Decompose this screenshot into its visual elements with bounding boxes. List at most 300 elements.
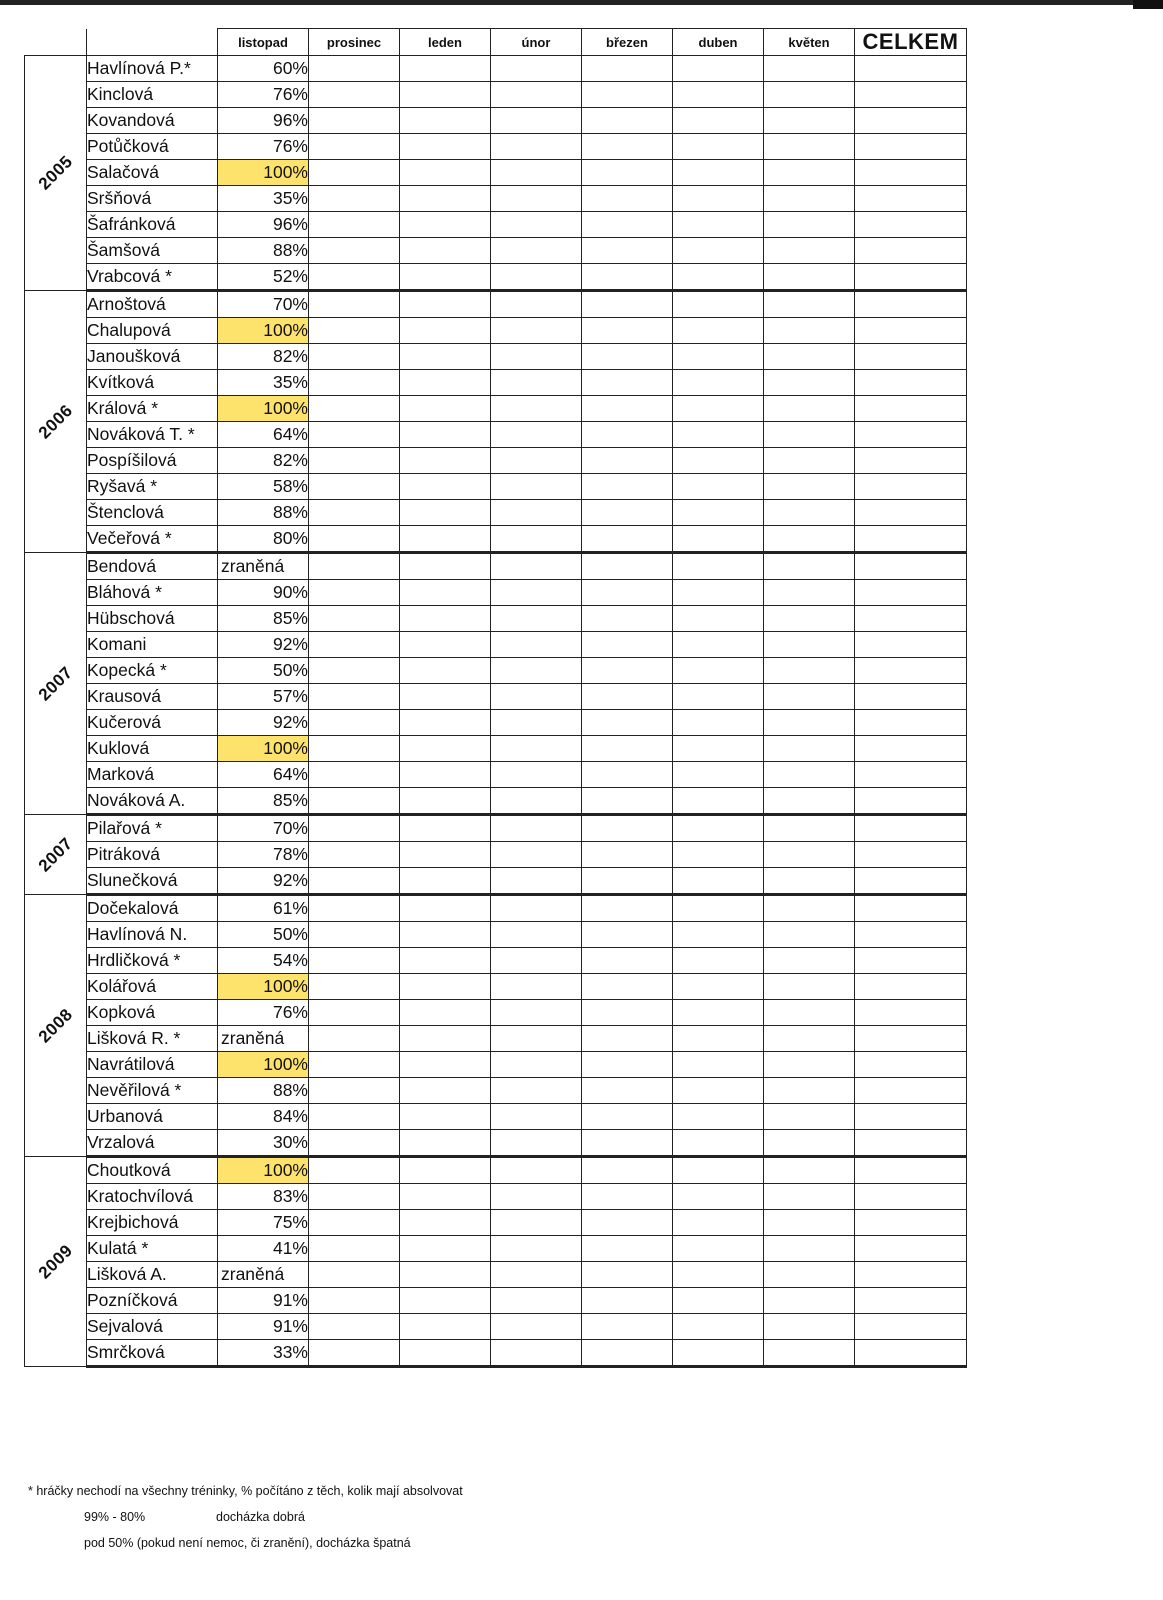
empty-month-cell xyxy=(764,134,855,160)
player-name: Nevěřilová * xyxy=(87,1078,218,1104)
empty-month-cell xyxy=(764,842,855,868)
empty-month-cell xyxy=(309,448,400,474)
player-name: Janoušková xyxy=(87,344,218,370)
total-cell xyxy=(855,895,967,922)
empty-month-cell xyxy=(491,553,582,580)
empty-month-cell xyxy=(582,291,673,318)
footnote-asterisk: * hráčky nechodí na všechny tréninky, % počítáno z těch, kolik mají absolvovat xyxy=(28,1484,463,1498)
player-name: Marková xyxy=(87,762,218,788)
attendance-listopad: 100% xyxy=(218,160,309,186)
empty-month-cell xyxy=(764,396,855,422)
table-row xyxy=(25,186,967,212)
empty-month-cell xyxy=(491,1184,582,1210)
empty-month-cell xyxy=(582,238,673,264)
empty-month-cell xyxy=(582,1052,673,1078)
empty-month-cell xyxy=(673,1078,764,1104)
attendance-listopad: 58% xyxy=(218,474,309,500)
empty-month-cell xyxy=(491,1078,582,1104)
attendance-listopad: 90% xyxy=(218,580,309,606)
player-name: Kopková xyxy=(87,1000,218,1026)
player-name: Pospíšilová xyxy=(87,448,218,474)
empty-month-cell xyxy=(400,1157,491,1184)
empty-month-cell xyxy=(491,1210,582,1236)
empty-month-cell xyxy=(582,1157,673,1184)
empty-month-cell xyxy=(764,1210,855,1236)
footnote-good-range: 99% - 80% xyxy=(84,1510,146,1524)
header-row xyxy=(25,29,967,56)
total-cell xyxy=(855,1210,967,1236)
total-cell xyxy=(855,1236,967,1262)
empty-month-cell xyxy=(764,186,855,212)
empty-month-cell xyxy=(309,134,400,160)
table-row xyxy=(25,134,967,160)
attendance-listopad: 75% xyxy=(218,1210,309,1236)
table-row xyxy=(25,238,967,264)
empty-month-cell xyxy=(491,842,582,868)
empty-month-cell xyxy=(673,474,764,500)
empty-month-cell xyxy=(491,1340,582,1367)
player-name: Večeřová * xyxy=(87,526,218,553)
player-name: Navrátilová xyxy=(87,1052,218,1078)
player-name: Šamšová xyxy=(87,238,218,264)
empty-month-cell xyxy=(309,580,400,606)
empty-month-cell xyxy=(309,56,400,82)
attendance-listopad: 52% xyxy=(218,264,309,291)
attendance-listopad: 100% xyxy=(218,396,309,422)
header-blank-name xyxy=(87,29,218,56)
player-name: Havlínová N. xyxy=(87,922,218,948)
empty-month-cell xyxy=(400,815,491,842)
empty-month-cell xyxy=(582,186,673,212)
empty-month-cell xyxy=(582,1026,673,1052)
table-row xyxy=(25,526,967,553)
empty-month-cell xyxy=(673,1210,764,1236)
player-name: Potůčková xyxy=(87,134,218,160)
empty-month-cell xyxy=(582,264,673,291)
empty-month-cell xyxy=(582,606,673,632)
empty-month-cell xyxy=(400,895,491,922)
table-row xyxy=(25,264,967,291)
empty-month-cell xyxy=(400,868,491,895)
empty-month-cell xyxy=(673,762,764,788)
empty-month-cell xyxy=(582,842,673,868)
empty-month-cell xyxy=(400,1340,491,1367)
empty-month-cell xyxy=(400,264,491,291)
empty-month-cell xyxy=(764,948,855,974)
year-label: 2007 xyxy=(34,833,76,875)
table-row xyxy=(25,684,967,710)
empty-month-cell xyxy=(582,788,673,815)
empty-month-cell xyxy=(491,974,582,1000)
empty-month-cell xyxy=(764,1000,855,1026)
empty-month-cell xyxy=(582,684,673,710)
empty-month-cell xyxy=(582,474,673,500)
empty-month-cell xyxy=(400,474,491,500)
empty-month-cell xyxy=(673,370,764,396)
empty-month-cell xyxy=(764,553,855,580)
header-blank-year xyxy=(25,29,87,56)
total-cell xyxy=(855,370,967,396)
empty-month-cell xyxy=(400,1210,491,1236)
empty-month-cell xyxy=(673,448,764,474)
empty-month-cell xyxy=(491,448,582,474)
attendance-listopad: 100% xyxy=(218,1157,309,1184)
empty-month-cell xyxy=(764,82,855,108)
table-row xyxy=(25,736,967,762)
player-name: Králová * xyxy=(87,396,218,422)
empty-month-cell xyxy=(491,526,582,553)
empty-month-cell xyxy=(673,108,764,134)
empty-month-cell xyxy=(400,396,491,422)
empty-month-cell xyxy=(582,500,673,526)
empty-month-cell xyxy=(673,291,764,318)
player-name: Hübschová xyxy=(87,606,218,632)
year-group-label xyxy=(25,1157,87,1367)
attendance-listopad: 33% xyxy=(218,1340,309,1367)
empty-month-cell xyxy=(400,710,491,736)
attendance-listopad: 83% xyxy=(218,1184,309,1210)
empty-month-cell xyxy=(491,762,582,788)
empty-month-cell xyxy=(309,710,400,736)
total-cell xyxy=(855,1052,967,1078)
empty-month-cell xyxy=(764,868,855,895)
empty-month-cell xyxy=(309,1262,400,1288)
empty-month-cell xyxy=(400,1104,491,1130)
empty-month-cell xyxy=(673,895,764,922)
table-row xyxy=(25,868,967,895)
total-cell xyxy=(855,553,967,580)
player-name: Smrčková xyxy=(87,1340,218,1367)
table-row xyxy=(25,606,967,632)
empty-month-cell xyxy=(582,922,673,948)
empty-month-cell xyxy=(491,606,582,632)
empty-month-cell xyxy=(309,974,400,1000)
year-label: 2006 xyxy=(34,400,76,442)
empty-month-cell xyxy=(400,1130,491,1157)
empty-month-cell xyxy=(582,1000,673,1026)
attendance-listopad: 50% xyxy=(218,658,309,684)
empty-month-cell xyxy=(400,82,491,108)
year-group-label xyxy=(25,815,87,895)
attendance-listopad: 88% xyxy=(218,238,309,264)
total-cell xyxy=(855,606,967,632)
table-row xyxy=(25,1052,967,1078)
empty-month-cell xyxy=(400,1314,491,1340)
table-row xyxy=(25,1000,967,1026)
empty-month-cell xyxy=(309,1130,400,1157)
empty-month-cell xyxy=(491,1157,582,1184)
empty-month-cell xyxy=(582,318,673,344)
table-row xyxy=(25,1340,967,1367)
empty-month-cell xyxy=(309,1210,400,1236)
player-name: Kovandová xyxy=(87,108,218,134)
header-month-listopad: listopad xyxy=(218,29,309,56)
empty-month-cell xyxy=(673,1130,764,1157)
empty-month-cell xyxy=(491,658,582,684)
player-name: Kratochvílová xyxy=(87,1184,218,1210)
player-name: Kinclová xyxy=(87,82,218,108)
attendance-listopad: 41% xyxy=(218,1236,309,1262)
player-name: Nováková T. * xyxy=(87,422,218,448)
empty-month-cell xyxy=(491,212,582,238)
empty-month-cell xyxy=(491,1052,582,1078)
attendance-listopad: 91% xyxy=(218,1288,309,1314)
empty-month-cell xyxy=(582,1184,673,1210)
empty-month-cell xyxy=(764,1104,855,1130)
table-row xyxy=(25,710,967,736)
empty-month-cell xyxy=(309,1157,400,1184)
attendance-listopad: 100% xyxy=(218,1052,309,1078)
table-row xyxy=(25,1157,967,1184)
empty-month-cell xyxy=(764,710,855,736)
empty-month-cell xyxy=(764,238,855,264)
empty-month-cell xyxy=(673,186,764,212)
empty-month-cell xyxy=(491,422,582,448)
empty-month-cell xyxy=(764,1052,855,1078)
table-row xyxy=(25,160,967,186)
player-name: Kolářová xyxy=(87,974,218,1000)
empty-month-cell xyxy=(491,344,582,370)
empty-month-cell xyxy=(491,108,582,134)
attendance-listopad: 84% xyxy=(218,1104,309,1130)
footnotes xyxy=(28,1478,463,1556)
empty-month-cell xyxy=(673,134,764,160)
total-cell xyxy=(855,1026,967,1052)
empty-month-cell xyxy=(400,1236,491,1262)
player-name: Kvítková xyxy=(87,370,218,396)
table-row xyxy=(25,344,967,370)
empty-month-cell xyxy=(309,500,400,526)
empty-month-cell xyxy=(309,1340,400,1367)
empty-month-cell xyxy=(673,1340,764,1367)
empty-month-cell xyxy=(582,815,673,842)
empty-month-cell xyxy=(400,56,491,82)
empty-month-cell xyxy=(673,1157,764,1184)
table-row xyxy=(25,82,967,108)
empty-month-cell xyxy=(764,895,855,922)
empty-month-cell xyxy=(400,500,491,526)
empty-month-cell xyxy=(491,134,582,160)
attendance-listopad: 88% xyxy=(218,1078,309,1104)
total-cell xyxy=(855,1314,967,1340)
empty-month-cell xyxy=(400,134,491,160)
player-name: Sršňová xyxy=(87,186,218,212)
player-name: Vrzalová xyxy=(87,1130,218,1157)
empty-month-cell xyxy=(673,1236,764,1262)
table-row xyxy=(25,658,967,684)
empty-month-cell xyxy=(673,632,764,658)
table-row xyxy=(25,1130,967,1157)
player-name: Krausová xyxy=(87,684,218,710)
empty-month-cell xyxy=(309,553,400,580)
player-name: Pilařová * xyxy=(87,815,218,842)
empty-month-cell xyxy=(582,56,673,82)
empty-month-cell xyxy=(309,1026,400,1052)
total-cell xyxy=(855,82,967,108)
empty-month-cell xyxy=(764,370,855,396)
total-cell xyxy=(855,212,967,238)
empty-month-cell xyxy=(673,553,764,580)
empty-month-cell xyxy=(309,606,400,632)
header-month-kveten: květen xyxy=(764,29,855,56)
empty-month-cell xyxy=(309,318,400,344)
empty-month-cell xyxy=(309,212,400,238)
empty-month-cell xyxy=(309,160,400,186)
empty-month-cell xyxy=(309,1052,400,1078)
empty-month-cell xyxy=(309,922,400,948)
empty-month-cell xyxy=(582,895,673,922)
empty-month-cell xyxy=(673,1262,764,1288)
empty-month-cell xyxy=(582,762,673,788)
empty-month-cell xyxy=(673,160,764,186)
empty-month-cell xyxy=(309,815,400,842)
empty-month-cell xyxy=(400,580,491,606)
attendance-listopad: 85% xyxy=(218,788,309,815)
empty-month-cell xyxy=(582,736,673,762)
empty-month-cell xyxy=(400,632,491,658)
empty-month-cell xyxy=(582,134,673,160)
year-group-label xyxy=(25,553,87,815)
total-cell xyxy=(855,658,967,684)
total-cell xyxy=(855,264,967,291)
player-name: Hrdličková * xyxy=(87,948,218,974)
empty-month-cell xyxy=(764,580,855,606)
empty-month-cell xyxy=(309,842,400,868)
empty-month-cell xyxy=(491,82,582,108)
total-cell xyxy=(855,1288,967,1314)
empty-month-cell xyxy=(309,82,400,108)
empty-month-cell xyxy=(491,868,582,895)
empty-month-cell xyxy=(491,1104,582,1130)
empty-month-cell xyxy=(582,344,673,370)
empty-month-cell xyxy=(673,842,764,868)
attendance-listopad: 64% xyxy=(218,422,309,448)
table-row xyxy=(25,1262,967,1288)
empty-month-cell xyxy=(582,553,673,580)
player-name: Choutková xyxy=(87,1157,218,1184)
empty-month-cell xyxy=(309,948,400,974)
table-row xyxy=(25,1026,967,1052)
empty-month-cell xyxy=(673,318,764,344)
empty-month-cell xyxy=(673,1026,764,1052)
empty-month-cell xyxy=(673,82,764,108)
table-row xyxy=(25,922,967,948)
attendance-listopad: 91% xyxy=(218,1314,309,1340)
table-row xyxy=(25,318,967,344)
footnote-good xyxy=(28,1504,463,1530)
empty-month-cell xyxy=(491,186,582,212)
empty-month-cell xyxy=(582,1236,673,1262)
empty-month-cell xyxy=(764,160,855,186)
total-cell xyxy=(855,186,967,212)
empty-month-cell xyxy=(309,658,400,684)
empty-month-cell xyxy=(673,264,764,291)
empty-month-cell xyxy=(673,580,764,606)
empty-month-cell xyxy=(491,895,582,922)
empty-month-cell xyxy=(764,318,855,344)
empty-month-cell xyxy=(582,1130,673,1157)
attendance-listopad: 60% xyxy=(218,56,309,82)
empty-month-cell xyxy=(400,974,491,1000)
empty-month-cell xyxy=(491,291,582,318)
total-cell xyxy=(855,815,967,842)
player-name: Chalupová xyxy=(87,318,218,344)
empty-month-cell xyxy=(582,526,673,553)
empty-month-cell xyxy=(309,684,400,710)
empty-month-cell xyxy=(309,1078,400,1104)
empty-month-cell xyxy=(400,160,491,186)
empty-month-cell xyxy=(491,788,582,815)
empty-month-cell xyxy=(764,788,855,815)
empty-month-cell xyxy=(400,370,491,396)
attendance-listopad: 61% xyxy=(218,895,309,922)
attendance-listopad: 92% xyxy=(218,868,309,895)
table-row xyxy=(25,1288,967,1314)
empty-month-cell xyxy=(764,1157,855,1184)
empty-month-cell xyxy=(491,736,582,762)
empty-month-cell xyxy=(400,526,491,553)
attendance-sheet xyxy=(24,28,967,1368)
empty-month-cell xyxy=(491,396,582,422)
scan-corner-mark xyxy=(1133,0,1163,9)
table-row xyxy=(25,762,967,788)
empty-month-cell xyxy=(764,1262,855,1288)
empty-month-cell xyxy=(400,1262,491,1288)
empty-month-cell xyxy=(582,422,673,448)
empty-month-cell xyxy=(400,606,491,632)
year-group-label xyxy=(25,56,87,291)
empty-month-cell xyxy=(764,344,855,370)
empty-month-cell xyxy=(309,1184,400,1210)
table-row xyxy=(25,474,967,500)
empty-month-cell xyxy=(491,922,582,948)
header-month-leden: leden xyxy=(400,29,491,56)
header-total: CELKEM xyxy=(855,29,967,56)
player-name: Vrabcová * xyxy=(87,264,218,291)
empty-month-cell xyxy=(400,553,491,580)
player-name: Pitráková xyxy=(87,842,218,868)
empty-month-cell xyxy=(582,1078,673,1104)
empty-month-cell xyxy=(491,160,582,186)
attendance-listopad: 100% xyxy=(218,736,309,762)
empty-month-cell xyxy=(491,815,582,842)
empty-month-cell xyxy=(400,684,491,710)
empty-month-cell xyxy=(764,448,855,474)
empty-month-cell xyxy=(764,974,855,1000)
empty-month-cell xyxy=(309,186,400,212)
table-row xyxy=(25,948,967,974)
empty-month-cell xyxy=(582,580,673,606)
empty-month-cell xyxy=(491,1026,582,1052)
footnote-bad: pod 50% (pokud není nemoc, či zranění), docházka špatná xyxy=(84,1536,411,1550)
total-cell xyxy=(855,291,967,318)
attendance-listopad: zraněná xyxy=(218,553,309,580)
empty-month-cell xyxy=(582,160,673,186)
empty-month-cell xyxy=(673,1052,764,1078)
player-name: Dočekalová xyxy=(87,895,218,922)
attendance-listopad: 76% xyxy=(218,82,309,108)
empty-month-cell xyxy=(400,922,491,948)
table-row xyxy=(25,1078,967,1104)
empty-month-cell xyxy=(764,922,855,948)
total-cell xyxy=(855,1130,967,1157)
attendance-listopad: 76% xyxy=(218,1000,309,1026)
total-cell xyxy=(855,448,967,474)
player-name: Havlínová P.* xyxy=(87,56,218,82)
attendance-listopad: 50% xyxy=(218,922,309,948)
empty-month-cell xyxy=(309,396,400,422)
attendance-listopad: 80% xyxy=(218,526,309,553)
